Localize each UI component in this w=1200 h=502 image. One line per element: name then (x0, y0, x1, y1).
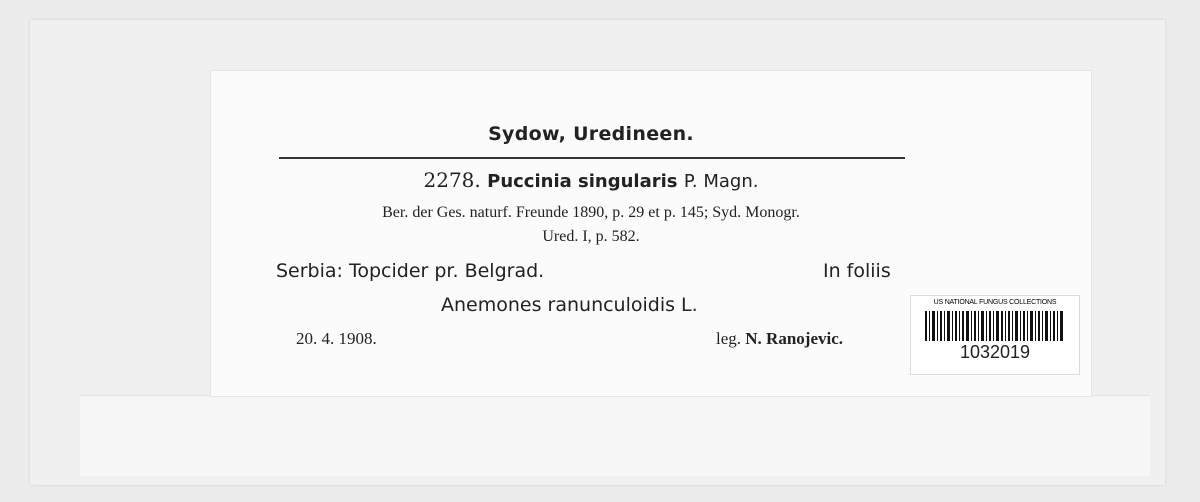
label-heading: Sydow, Uredineen. (488, 123, 694, 145)
barcode-institution: US NATIONAL FUNGUS COLLECTIONS (933, 299, 1057, 306)
habitat: In foliis (823, 260, 891, 282)
heading-rule (279, 157, 905, 159)
exsiccata-number: 2278. (423, 168, 481, 192)
collector-prefix: leg. (716, 329, 742, 348)
packet-flap (80, 395, 1150, 476)
literature-reference (271, 201, 911, 249)
barcode-icon (925, 311, 1065, 341)
barcode-label (910, 295, 1080, 375)
reference-line-2: Ured. I, p. 582. (542, 228, 640, 245)
collection-date: 20. 4. 1908. (296, 329, 377, 348)
reference-line-1: Ber. der Ges. naturf. Freunde 1890, p. 29 et p. 145; Syd. Monogr. (382, 204, 800, 221)
collector (716, 329, 843, 349)
species-name: Puccinia singularis (487, 171, 678, 192)
species-line (281, 168, 901, 192)
host-plant: Anemones ranunculoidis L. (441, 294, 698, 316)
species-author: P. Magn. (683, 171, 759, 192)
locality: Serbia: Topcider pr. Belgrad. (276, 260, 545, 282)
barcode-number: 1032019 (959, 342, 1031, 362)
collector-name: N. Ranojevic. (745, 329, 844, 348)
